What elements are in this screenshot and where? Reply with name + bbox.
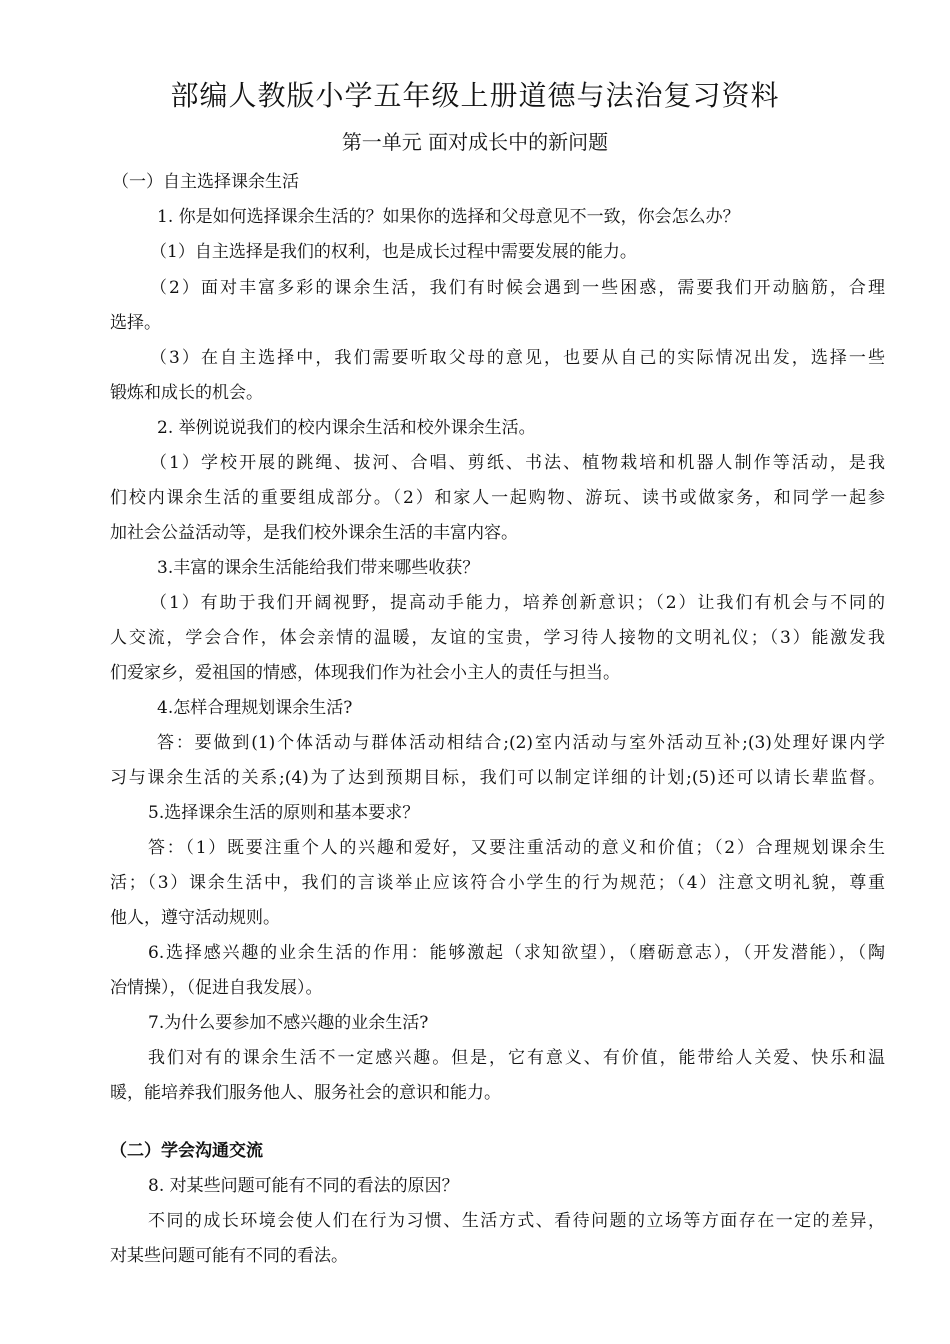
answer-line: 不同的成长环境会使人们在行为习惯、生活方式、看待问题的立场等方面存在一定的差异， xyxy=(148,1211,885,1231)
question-3: 3.丰富的课余生活能给我们带来哪些收获？ xyxy=(157,558,480,578)
answer-line: 选择。 xyxy=(110,313,161,333)
answer-line: 们校内课余生活的重要组成部分。（2）和家人一起购物、游玩、读书或做家务，和同学一起参 xyxy=(110,488,885,508)
question-2: 2. 举例说说我们的校内课余生活和校外课余生活。 xyxy=(157,418,536,438)
answer-line: （3）在自主选择中，我们需要听取父母的意见，也要从自己的实际情况出发，选择一些 xyxy=(150,348,885,368)
document-title: 部编人教版小学五年级上册道德与法治复习资料 xyxy=(170,79,780,112)
answer-line: 锻炼和成长的机会。 xyxy=(110,383,263,403)
answer-line: （1）学校开展的跳绳、拔河、合唱、剪纸、书法、植物栽培和机器人制作等活动，是我 xyxy=(150,453,885,473)
answer-line: 答：要做到(1)个体活动与群体活动相结合;(2)室内活动与室外活动互补;(3)处理好课内学 xyxy=(157,733,885,753)
answer-line: 对某些问题可能有不同的看法。 xyxy=(110,1246,348,1266)
question-6: 6.选择感兴趣的业余生活的作用：能够激起（求知欲望），（磨砺意志），（开发潜能），（陶 xyxy=(148,943,885,963)
question-4: 4.怎样合理规划课余生活? xyxy=(157,698,353,718)
question-5: 5.选择课余生活的原则和基本要求？ xyxy=(148,803,420,823)
answer-line: 他人，遵守活动规则。 xyxy=(110,908,280,928)
answer-line: （1）有助于我们开阔视野，提高动手能力，培养创新意识；（2）让我们有机会与不同的 xyxy=(150,593,885,613)
answer-line: 我们对有的课余生活不一定感兴趣。但是，它有意义、有价值，能带给人关爱、快乐和温 xyxy=(148,1048,885,1068)
answer-line: （1）自主选择是我们的权利，也是成长过程中需要发展的能力。 xyxy=(150,242,637,262)
section-heading-1: （一）自主选择课余生活 xyxy=(112,172,299,192)
answer-line: 人交流，学会合作，体会亲情的温暖，友谊的宝贵，学习待人接物的文明礼仪；（3）能激发我 xyxy=(110,628,885,648)
answer-line: 活；（3）课余生活中，我们的言谈举止应该符合小学生的行为规范；（4）注意文明礼貌，尊重 xyxy=(110,873,885,893)
answer-line: 冶情操），（促进自我发展）。 xyxy=(110,978,323,998)
question-1: 1. 你是如何选择课余生活的？如果你的选择和父母意见不一致，你会怎么办？ xyxy=(157,207,740,227)
answer-line: 习与课余生活的关系;(4)为了达到预期目标，我们可以制定详细的计划;(5)还可以请长辈监督。 xyxy=(110,768,885,788)
question-7: 7.为什么要参加不感兴趣的业余生活? xyxy=(148,1013,429,1033)
answer-line: 答：（1）既要注重个人的兴趣和爱好，又要注重活动的意义和价值；（2）合理规划课余生 xyxy=(148,838,885,858)
section-heading-2: （二）学会沟通交流 xyxy=(110,1141,263,1161)
unit-title: 第一单元 面对成长中的新问题 xyxy=(341,130,609,154)
question-8: 8. 对某些问题可能有不同的看法的原因？ xyxy=(148,1176,459,1196)
answer-line: 们爱家乡，爱祖国的情感，体现我们作为社会小主人的责任与担当。 xyxy=(110,663,620,683)
answer-line: 暖，能培养我们服务他人、服务社会的意识和能力。 xyxy=(110,1083,501,1103)
answer-line: 加社会公益活动等，是我们校外课余生活的丰富内容。 xyxy=(110,523,518,543)
answer-line: （2）面对丰富多彩的课余生活，我们有时候会遇到一些困惑，需要我们开动脑筋，合理 xyxy=(150,278,885,298)
